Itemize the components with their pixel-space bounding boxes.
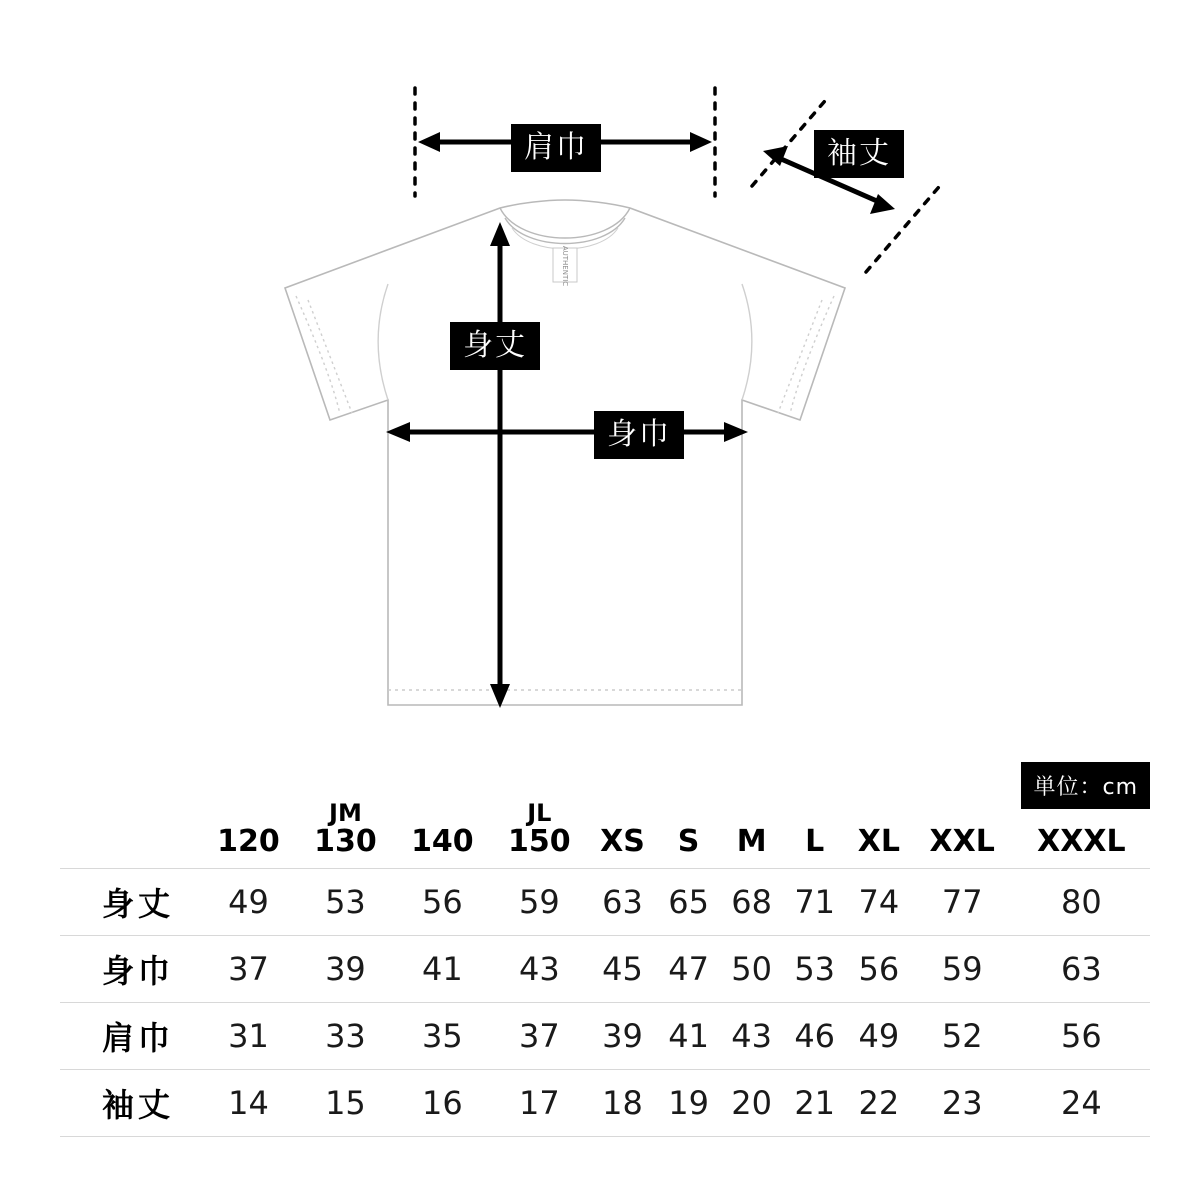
cell-body-width-xl: 56 [858, 949, 900, 988]
cell-sleeve-length-xl: 22 [858, 1083, 900, 1122]
label-body-length: 身丈 [450, 322, 540, 370]
cell-body-width-m: 50 [731, 949, 772, 988]
cell-body-width-s: 47 [668, 949, 709, 988]
cell-shoulder-width-s: 41 [668, 1016, 709, 1055]
column-header-s [657, 800, 720, 868]
cell-body-width-150: 43 [518, 949, 560, 988]
cell-body-length-xs: 63 [602, 882, 643, 921]
cell-sleeve-length-140: 16 [422, 1083, 463, 1122]
svg-text:AUTHENTIC: AUTHENTIC [561, 245, 569, 287]
column-header-130 [297, 800, 394, 868]
column-header-xs [588, 800, 657, 868]
cell-body-length-xl: 74 [858, 882, 900, 921]
neck-tag [553, 246, 577, 286]
row-label-sleeve-length: 袖丈 [102, 1085, 175, 1124]
cell-sleeve-length-xxxl: 24 [1061, 1083, 1102, 1122]
cell-shoulder-width-m: 43 [731, 1016, 772, 1055]
cell-body-width-120: 37 [228, 949, 269, 988]
cell-body-width-xxl: 59 [941, 949, 983, 988]
cell-sleeve-length-130: 15 [325, 1083, 366, 1122]
cell-sleeve-length-s: 19 [668, 1083, 709, 1122]
size-table-head [60, 800, 1150, 868]
column-label-xs: XS [600, 824, 645, 860]
cell-sleeve-length-xxl: 23 [941, 1083, 983, 1122]
cell-shoulder-width-xxxl: 56 [1061, 1016, 1102, 1055]
label-sleeve-length: 袖丈 [814, 130, 904, 178]
cell-shoulder-width-120: 31 [228, 1016, 269, 1055]
table-row [60, 935, 1150, 1002]
cell-shoulder-width-130: 33 [325, 1016, 366, 1055]
column-label-140: 140 [411, 824, 474, 860]
header-corner-blank [60, 800, 200, 868]
column-label-s: S [677, 824, 700, 860]
cell-body-width-130: 39 [325, 949, 366, 988]
cell-shoulder-width-xs: 39 [602, 1016, 643, 1055]
cell-shoulder-width-xxl: 52 [941, 1016, 983, 1055]
column-header-150 [491, 800, 588, 868]
table-row [60, 1069, 1150, 1136]
size-table-container [60, 800, 1150, 1137]
column-header-140 [394, 800, 491, 868]
column-header-xxxl [1013, 800, 1150, 868]
cell-sleeve-length-150: 17 [518, 1083, 560, 1122]
cell-sleeve-length-l: 21 [794, 1083, 836, 1122]
cell-body-length-l: 71 [794, 882, 836, 921]
column-label-xxl: XXL [929, 824, 995, 860]
cell-body-length-xxl: 77 [941, 882, 983, 921]
column-label-m: M [736, 824, 767, 860]
row-label-shoulder-width: 肩巾 [102, 1018, 175, 1057]
cell-body-length-120: 49 [228, 882, 269, 921]
column-header-l [783, 800, 846, 868]
column-label-xxxl: XXXL [1037, 824, 1126, 860]
column-label-l: L [805, 824, 825, 860]
cell-shoulder-width-l: 46 [794, 1016, 836, 1055]
column-label-130: 130 [314, 824, 377, 860]
cell-shoulder-width-xl: 49 [858, 1016, 900, 1055]
cell-body-length-xxxl: 80 [1061, 882, 1102, 921]
column-header-xl [846, 800, 911, 868]
column-header-m [720, 800, 783, 868]
column-subheader-150: JL [527, 799, 552, 827]
column-label-150: 150 [508, 824, 571, 860]
cell-shoulder-width-150: 37 [518, 1016, 560, 1055]
column-header-xxl [912, 800, 1013, 868]
cell-body-width-xs: 45 [602, 949, 643, 988]
label-body-width: 身巾 [594, 411, 684, 459]
row-label-body-length: 身丈 [102, 884, 175, 923]
size-table [60, 800, 1150, 1137]
table-row [60, 1002, 1150, 1069]
cell-body-width-xxxl: 63 [1061, 949, 1102, 988]
label-shoulder-width: 肩巾 [511, 124, 601, 172]
column-subheader-130: JM [329, 799, 362, 827]
cell-body-length-140: 56 [422, 882, 463, 921]
cell-body-length-s: 65 [668, 882, 709, 921]
table-row [60, 868, 1150, 935]
cell-shoulder-width-140: 35 [422, 1016, 463, 1055]
cell-sleeve-length-120: 14 [228, 1083, 269, 1122]
cell-sleeve-length-m: 20 [731, 1083, 772, 1122]
cell-body-length-150: 59 [518, 882, 560, 921]
cell-sleeve-length-xs: 18 [602, 1083, 643, 1122]
cell-body-length-m: 68 [731, 882, 772, 921]
column-label-xl: XL [857, 824, 901, 860]
column-header-120 [200, 800, 297, 868]
cell-body-length-130: 53 [325, 882, 366, 921]
column-label-120: 120 [217, 824, 280, 860]
cell-body-width-l: 53 [794, 949, 836, 988]
unit-badge: 単位：cm [1021, 762, 1150, 809]
row-label-body-width: 身巾 [102, 951, 175, 990]
size-table-body [60, 868, 1150, 1136]
cell-body-width-140: 41 [422, 949, 463, 988]
table-header-row [60, 800, 1150, 868]
